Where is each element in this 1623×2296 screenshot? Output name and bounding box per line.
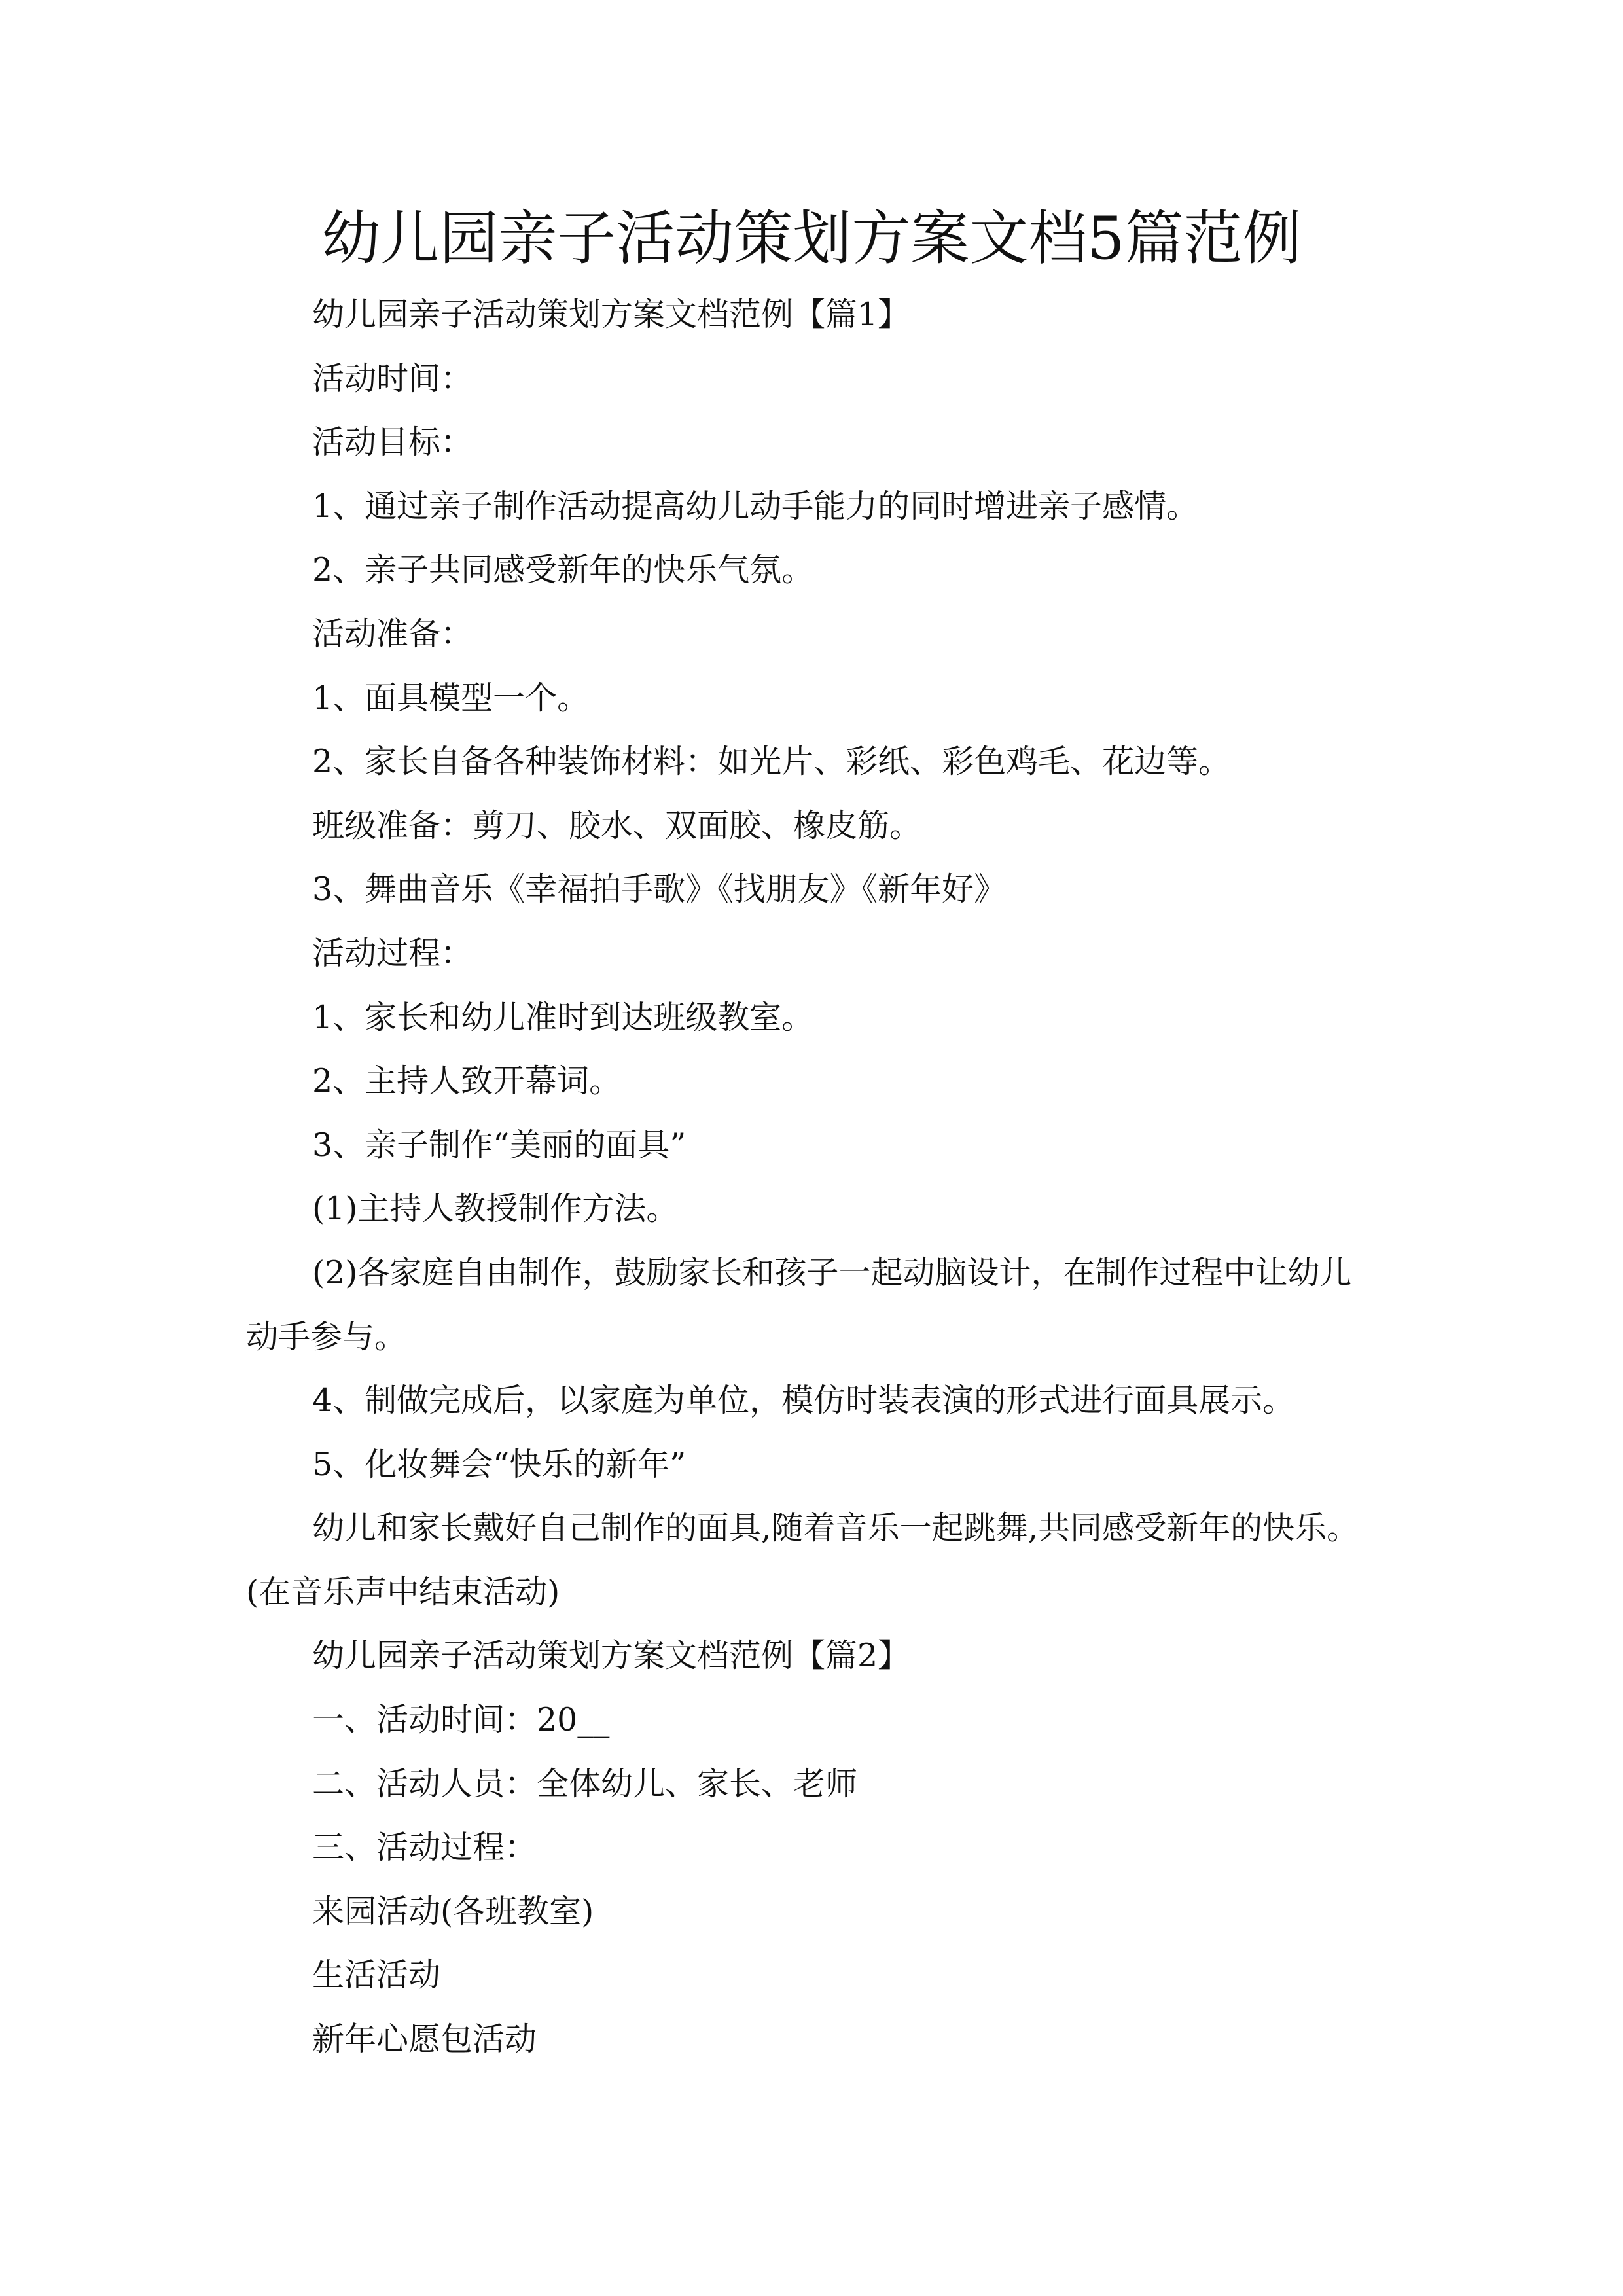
paragraph — [246, 1880, 1418, 1944]
paragraph — [246, 283, 1418, 347]
text-line: 2、家长自备各种装饰材料：如光片、彩纸、彩色鸡毛、花边等。 — [312, 743, 1231, 781]
text-line: 动手参与。 — [246, 1318, 407, 1355]
paragraph — [246, 666, 1418, 730]
paragraph — [246, 475, 1418, 539]
paragraph — [246, 857, 1418, 922]
text-line: 5、化妆舞会“快乐的新年” — [312, 1445, 687, 1483]
paragraph — [246, 1752, 1418, 1816]
paragraph — [246, 1943, 1418, 2007]
text-line: 来园活动(各班教室) — [312, 1892, 594, 1930]
text-line: 新年心愿包活动 — [312, 2020, 537, 2058]
text-line: 4、制做完成后，以家庭为单位，模仿时装表演的形式进行面具展示。 — [312, 1382, 1295, 1420]
paragraph — [246, 1241, 1418, 1369]
text-line: 3、亲子制作“美丽的面具” — [312, 1126, 687, 1164]
text-line: 幼儿园亲子活动策划方案文档范例【篇1】 — [312, 296, 910, 333]
text-line: 幼儿和家长戴好自己制作的面具,随着音乐一起跳舞,共同感受新年的快乐。 — [312, 1509, 1359, 1547]
text-line: 活动时间： — [312, 359, 473, 397]
paragraph — [246, 2007, 1418, 2072]
paragraph — [246, 1433, 1418, 1497]
text-line: 幼儿园亲子活动策划方案文档范例【篇2】 — [312, 1637, 910, 1675]
text-line: 1、面具模型一个。 — [312, 679, 590, 717]
text-line: (1)主持人教授制作方法。 — [312, 1190, 679, 1228]
text-line: 三、活动过程： — [312, 1829, 537, 1867]
text-line: 3、舞曲音乐《幸福拍手歌》《找朋友》《新年好》 — [312, 870, 1007, 908]
text-line: 2、亲子共同感受新年的快乐气氛。 — [312, 551, 814, 589]
text-line: (2)各家庭自由制作，鼓励家长和孩子一起动脑设计，在制作过程中让幼儿 — [312, 1253, 1352, 1291]
document-title: 幼儿园亲子活动策划方案文档5篇范例 — [321, 204, 1302, 273]
paragraph — [246, 1177, 1418, 1241]
text-line: (在音乐声中结束活动) — [246, 1573, 560, 1611]
paragraph — [246, 922, 1418, 986]
text-line: 2、主持人致开幕词。 — [312, 1062, 622, 1100]
text-line: 生活活动 — [312, 1956, 441, 1994]
paragraph — [246, 794, 1418, 858]
paragraph — [246, 1624, 1418, 1688]
text-line: 一、活动时间：20__ — [312, 1701, 610, 1739]
text-line: 1、家长和幼儿准时到达班级教室。 — [312, 998, 814, 1036]
text-line: 班级准备：剪刀、胶水、双面胶、橡皮筋。 — [312, 806, 922, 844]
paragraph — [246, 1816, 1418, 1880]
text-line: 活动准备： — [312, 615, 473, 653]
paragraph — [246, 602, 1418, 666]
paragraph — [246, 730, 1418, 794]
paragraph — [246, 1113, 1418, 1177]
paragraph — [246, 538, 1418, 602]
paragraph — [246, 1688, 1418, 1752]
paragraph — [246, 986, 1418, 1050]
text-line: 二、活动人员：全体幼儿、家长、老师 — [312, 1765, 858, 1803]
paragraph — [246, 1369, 1418, 1433]
document-body — [246, 283, 1418, 2072]
paragraph — [246, 347, 1418, 411]
paragraph — [246, 1496, 1418, 1624]
text-line: 活动过程： — [312, 934, 473, 972]
paragraph — [246, 410, 1418, 475]
text-line: 1、通过亲子制作活动提高幼儿动手能力的同时增进亲子感情。 — [312, 487, 1199, 525]
paragraph — [246, 1049, 1418, 1113]
text-line: 活动目标： — [312, 423, 473, 461]
